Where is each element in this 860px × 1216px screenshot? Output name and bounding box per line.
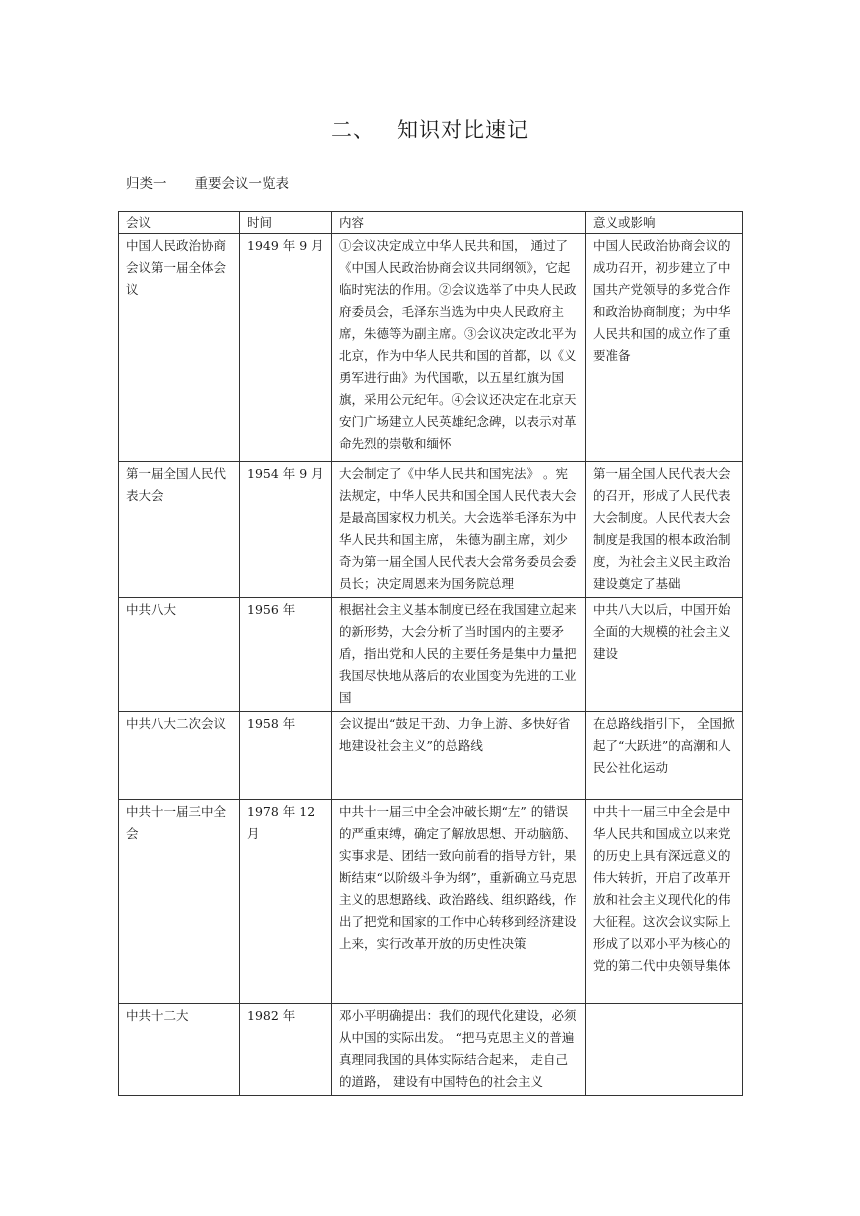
meeting-cell: 中共八大二次会议 bbox=[119, 712, 240, 800]
content-cell: 邓小平明确提出：我们的现代化建设，必须从中国的实际出发。 “把马克思主义的普遍真理同我国的具体实际结合起来， 走自己的道路， 建设有中国特色的社会主义 bbox=[332, 1004, 586, 1096]
section-title: 重要会议一览表 bbox=[194, 176, 289, 192]
header-content: 内容 bbox=[332, 212, 586, 234]
page-title-text: 知识对比速记 bbox=[397, 118, 529, 142]
table-row bbox=[119, 598, 743, 712]
significance-cell bbox=[586, 1004, 743, 1096]
page-title bbox=[0, 114, 860, 144]
significance-cell: 中共八大以后，中国开始全面的大规模的社会主义建设 bbox=[586, 598, 743, 712]
content-cell: 大会制定了《中华人民共和国宪法》 。宪法规定，中华人民共和国全国人民代表大会是最高国家权力机关。大会选举毛泽东为中华人民共和国主席， 朱德为副主席，刘少奇为第一届全国人民代表大会常务委员会委员长；决定周恩来为国务院总理 bbox=[332, 462, 586, 598]
meetings-table bbox=[118, 211, 743, 1096]
time-cell: 1978 年 12 月 bbox=[240, 800, 332, 1004]
header-meeting: 会议 bbox=[119, 212, 240, 234]
header-significance: 意义或影响 bbox=[586, 212, 743, 234]
content-cell: 会议提出“鼓足干劲、力争上游、多快好省地建设社会主义”的总路线 bbox=[332, 712, 586, 800]
meeting-cell: 第一届全国人民代表大会 bbox=[119, 462, 240, 598]
table-row bbox=[119, 1004, 743, 1096]
table-row bbox=[119, 800, 743, 1004]
table-row bbox=[119, 234, 743, 462]
time-cell: 1982 年 bbox=[240, 1004, 332, 1096]
table-header-row bbox=[119, 212, 743, 234]
meeting-cell: 中共十二大 bbox=[119, 1004, 240, 1096]
significance-cell: 第一届全国人民代表大会的召开，形成了人民代表大会制度。人民代表大会制度是我国的根本政治制度，为社会主义民主政治建设奠定了基础 bbox=[586, 462, 743, 598]
section-heading bbox=[126, 172, 289, 192]
content-cell: 根据社会主义基本制度已经在我国建立起来的新形势，大会分析了当时国内的主要矛盾，指出党和人民的主要任务是集中力量把我国尽快地从落后的农业国变为先进的工业国 bbox=[332, 598, 586, 712]
section-label: 归类一 bbox=[126, 176, 167, 192]
time-cell: 1949 年 9 月 bbox=[240, 234, 332, 462]
table-row bbox=[119, 462, 743, 598]
time-cell: 1956 年 bbox=[240, 598, 332, 712]
significance-cell: 中共十一届三中全会是中华人民共和国成立以来党的历史上具有深远意义的伟大转折，开启了改革开放和社会主义现代化的伟大征程。这次会议实际上形成了以邓小平为核心的党的第二代中央领导集体 bbox=[586, 800, 743, 1004]
content-cell: ①会议决定成立中华人民共和国， 通过了《中国人民政治协商会议共同纲领》，它起临时宪法的作用。②会议选举了中央人民政府委员会，毛泽东当选为中央人民政府主席，朱德等为副主席。③会议决定改北平为北京，作为中华人民共和国的首都，以《义勇军进行曲》为代国歌，以五星红旗为国旗，采用公元纪年。④会议还决定在北京天安门广场建立人民英雄纪念碑，以表示对革命先烈的崇敬和缅怀 bbox=[332, 234, 586, 462]
significance-cell: 中国人民政治协商会议的成功召开，初步建立了中国共产党领导的多党合作和政治协商制度；为中华人民共和国的成立作了重要准备 bbox=[586, 234, 743, 462]
meeting-cell: 中国人民政治协商会议第一届全体会议 bbox=[119, 234, 240, 462]
time-cell: 1958 年 bbox=[240, 712, 332, 800]
content-cell: 中共十一届三中全会冲破长期“左” 的错误的严重束缚，确定了解放思想、开动脑筋、实事求是、团结一致向前看的指导方针，果断结束“以阶级斗争为纲”，重新确立马克思主义的思想路线、政治路线、组织路线，作出了把党和国家的工作中心转移到经济建设上来，实行改革开放的历史性决策 bbox=[332, 800, 586, 1004]
page-title-number: 二、 bbox=[331, 118, 375, 142]
meeting-cell: 中共八大 bbox=[119, 598, 240, 712]
significance-cell: 在总路线指引下， 全国掀起了“大跃进”的高潮和人民公社化运动 bbox=[586, 712, 743, 800]
meeting-cell: 中共十一届三中全会 bbox=[119, 800, 240, 1004]
header-time: 时间 bbox=[240, 212, 332, 234]
time-cell: 1954 年 9 月 bbox=[240, 462, 332, 598]
table-row bbox=[119, 712, 743, 800]
